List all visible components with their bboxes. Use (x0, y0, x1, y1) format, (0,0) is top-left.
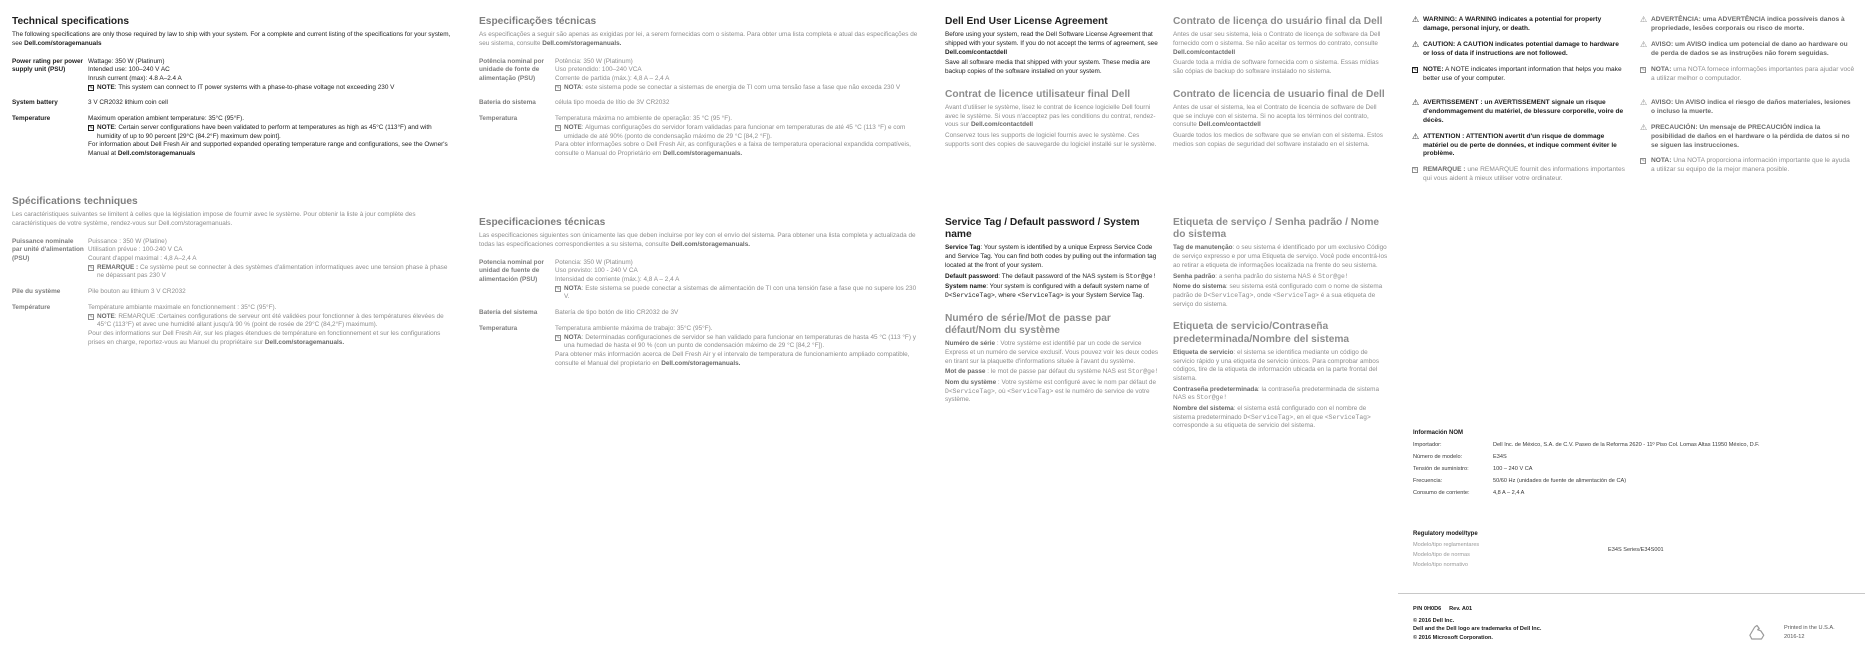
print-date: 2016-12 (1784, 633, 1805, 640)
note-icon: ✎ (1641, 158, 1646, 165)
spec-value: Potencia: 350 W (Platinum) (555, 258, 633, 266)
eula-en-p1: Before using your system, read the Dell Software License Agreement that shipped with your system. If you do not accept the terms of agreement, see Dell.com/contactdell (945, 31, 1158, 56)
spec-value: Utilisation prévue : 100-240 V CA (88, 246, 183, 254)
service-en-title: Service Tag / Default password / System name (945, 217, 1140, 241)
nom-row: Número de modelo: E34S (1413, 454, 1507, 460)
warning-icon: ⚠ (1412, 97, 1420, 107)
eula-fr-p1: Avant d'utiliser le système, lisez le contrat de licence logicielle Dell fourni avec le système. Si vous n'acceptez pas les conditions du contrat, rendez-vous sur Dell.com/contactdell (945, 103, 1156, 129)
eula-fr-p2: Conservez tous les supports de logiciel fournis avec le système. Ces supports sont des copies de sauvegarde du logiciel installé sur le système. (945, 132, 1157, 148)
spec-key: Batería del sistema (479, 309, 538, 317)
spec-row-battery (479, 309, 919, 325)
spec-row-power (479, 58, 919, 100)
specs-en (12, 16, 452, 166)
note-fr: ✎ REMARQUE : une REMARQUE fournit des informations importantes qui vous aident à mieux utiliser votre ordinateur. (1413, 166, 1625, 183)
note: ✎ NOTA: Este sistema se puede conectar a sistemas de alimentación de TI con una tensión fase a fase que no supere los 230 V. (556, 284, 917, 301)
spec-row-battery (479, 99, 919, 115)
caution-pt: ⚠ AVISO: um AVISO indica um potencial de dano ao hardware ou de perda de dados se as instruções não forem seguidas. (1640, 39, 1848, 57)
spec-value: Uso pretendido: 100–240 VCA (555, 66, 642, 74)
caution-en: ⚠ CAUTION: A CAUTION indicates potential damage to hardware or loss of data if instructions are not followed. (1412, 39, 1619, 57)
service-en (945, 217, 1160, 301)
service-en-password: Default password: The default password of the NAS system is Stor@ge! (945, 272, 1157, 280)
note: ✎ NOTE: Algumas configurações do servidor foram validadas para funcionar em temperaturas de até 45 °C (113 °F) e com umidade de até 90% (ponto de condensação máximo de 29 °C [84,2 °F]). (556, 123, 906, 140)
warnings-pt-es (1640, 16, 1855, 182)
caution-icon: ⚠ (1412, 39, 1420, 49)
spec-row-temperature (12, 304, 452, 355)
spec-value: Temperatura ambiente máxima de trabajo: 35°C (95°F). (555, 324, 713, 332)
eula-en-title: Dell End User License Agreement (945, 16, 1108, 27)
spec-key: Pile du système (12, 288, 61, 296)
contact-link[interactable]: Dell.com/contactdell (945, 48, 1008, 56)
regulatory-value: E34S Series/E34S001 (1608, 547, 1664, 553)
spec-key: Power rating per power supply unit (PSU) (12, 57, 84, 74)
service-es-name: Nombre del sistema: el sistema está configurado con el nombre de sistema predeterminado D<ServiceTag>, en el que <ServiceTag> corresponde a su etiqueta de servicio del sistema. (1173, 405, 1371, 430)
spec-value: Pile bouton au lithium 3 V CR2032 (88, 288, 186, 296)
note: ✎ NOTE: Certain server configurations have been validated to perform at temperatures as high as 45°C (113°F) and with humidity of up to 90 percent [29°C (84.2°F) maximum dew point]. (89, 123, 432, 140)
eula-fr-title: Contrat de licence utilisateur final Dell (945, 88, 1131, 100)
printed-in: Printed in the U.S.A. (1784, 625, 1835, 631)
service-pt-password: Senha padrão: a senha padrão do sistema NAS é Stor@ge! (1173, 272, 1349, 280)
part-number-row: P/N 0H0D6 Rev. A01 (1413, 606, 1473, 612)
specs-pt-title: Especificações técnicas (479, 16, 597, 27)
service-en-tag: Service Tag: Your system is identified by a unique Express Service Code and Service Tag. You can find both codes by pulling out the information tag located at the front of your system. (945, 244, 1157, 269)
caution-fr: ⚠ ATTENTION : ATTENTION avertit d'un risque de dommage matériel ou de perte de données, et indique comment éviter le problème. (1412, 131, 1617, 158)
spec-value: 3 V CR2032 lithium coin cell (88, 99, 168, 107)
footer-divider (1398, 593, 1865, 594)
eula-es-p1: Antes de usar el sistema, lea el Contrato de licencia de software de Dell que se incluye con el sistema. Si no acepta los términos del contrato, consulte Dell.com/contactdell (1173, 103, 1377, 129)
note-icon: ✎ (89, 124, 94, 131)
spec-row-battery (12, 288, 452, 304)
note-es: ✎ NOTA: Una NOTA proporciona información importante que le ayuda a utilizar su equipo de la mejor manera posible. (1641, 157, 1850, 174)
spec-key: Temperature (12, 115, 51, 123)
column-eula-en-fr (945, 16, 1160, 162)
specs-link[interactable]: Dell.com/storagemanuals. (264, 338, 345, 346)
regulatory-title: Regulatory model/type (1413, 531, 1478, 537)
spec-key: Bateria do sistema (479, 99, 536, 107)
specs-es-intro: Las especificaciones siguientes son únicamente las que deben incluirse por ley con el envío del sistema. Para obtener una lista completa y actualizada de todas las especificaciones correspondientes a su sistema, consulte Dell.com/storagemanuals. (479, 232, 916, 248)
column-eula-pt-es (1173, 16, 1388, 162)
spec-value: Maximum operation ambient temperature: 35°C (95°F). (88, 115, 245, 123)
warning-pt: ⚠ ADVERTÊNCIA: uma ADVERTÊNCIA indica possíveis danos à propriedade, lesões corporais ou risco de morte. (1640, 15, 1845, 32)
contact-link[interactable]: Dell.com/contactdell (1198, 121, 1261, 129)
eula-en (945, 16, 1160, 77)
spec-value: Courant d'appel maximal : 4,8 A–2,4 A (88, 255, 197, 263)
caution-es: ⚠ PRECAUCIÓN: Un mensaje de PRECAUCIÓN indica la posibilidad de daños en el hardware o la pérdida de datos si no se siguen las instrucciones. (1640, 122, 1850, 149)
warning-icon: ⚠ (1640, 15, 1648, 24)
specs-pt (479, 16, 919, 166)
note-icon: ✎ (1413, 167, 1418, 174)
spec-key: Potencia nominal por unidad de fuente de alimentación (PSU) (479, 258, 544, 284)
regulatory-model (1413, 531, 1853, 570)
specs-en-table (12, 58, 452, 166)
specs-es-table (479, 259, 919, 376)
specs-link[interactable]: Dell.com/storagemanuals. (661, 359, 741, 367)
warning-es: ⚠ AVISO: Un AVISO indica el riesgo de daños materiales, lesiones o incluso la muerte. (1640, 97, 1851, 115)
spec-value: Intensidad de corriente (máx.): 4,8 A – 2,4 A (555, 276, 680, 284)
spec-value: Puissance : 350 W (Platine) (88, 237, 167, 245)
copyright-dell: © 2016 Dell Inc. (1413, 617, 1455, 624)
service-pt-tag: Tag de manutenção: o seu sistema é identificado por um exclusivo Código de serviço expresso e por uma Etiqueta de serviço. Você pode encontrá-los ao retirar a etiqueta de informações localizada na frente do seu sistema. (1173, 244, 1388, 269)
spec-value: Température ambiante maximale en fonctionnement : 35°C (95°F). (88, 303, 277, 311)
specs-en-title: Technical specifications (12, 16, 130, 27)
spec-key: Puissance nominale par unité d'alimentation (PSU) (12, 237, 84, 263)
specs-link[interactable]: Dell.com/storagemanuals. (663, 149, 743, 157)
note-pt: ✎ NOTA: uma NOTA fornece informações importantes para ajudar você a utilizar melhor o computador. (1641, 65, 1855, 82)
regulatory-line: Modelo/tipo reglamentares (1413, 542, 1480, 548)
note: ✎ NOTE: This system can connect to IT power systems with a phase-to-phase voltage not exceeding 230 V (89, 83, 395, 91)
contact-link[interactable]: Dell.com/contactdell (970, 121, 1034, 129)
specs-es (479, 217, 919, 375)
regulatory-line: Modelo/tipo normativo (1413, 561, 1469, 568)
spec-value: Temperatura máxima no ambiente de operação: 35 °C (95 °F). (555, 115, 733, 123)
service-fr-name: Nom du système : Votre système est configuré avec le nom par défaut de D<ServiceTag>, où <ServiceTag> est le numéro de service de votre système. (945, 378, 1157, 404)
spec-key: Temperatura (479, 324, 518, 332)
service-pt (1173, 217, 1388, 309)
regulatory-line: Modelo/tipo de normas (1413, 551, 1470, 558)
service-fr (945, 313, 1160, 405)
note: ✎ NOTA: este sistema pode se conectar a sistemas de energia de TI com uma tensão fase a fase que não exceda 230 V (556, 83, 901, 91)
nom-row: Consumo de corriente: 4,8 A – 2,4 A (1413, 490, 1525, 496)
eula-es-p2: Guarde todos los medios de software que se envían con el sistema. Estos medios son copias de seguridad del software instalado en el sistema. (1173, 132, 1383, 148)
specs-pt-table (479, 58, 919, 166)
printed-info (1784, 624, 1835, 642)
service-es (1173, 321, 1388, 431)
spec-row-temperature (479, 115, 919, 166)
warnings-en-fr (1412, 16, 1627, 191)
spec-row-battery (12, 99, 452, 115)
caution-icon: ⚠ (1640, 122, 1648, 132)
specs-link[interactable]: Dell.com/storagemanuals (117, 149, 196, 157)
eula-fr (945, 89, 1160, 150)
caution-icon: ⚠ (1640, 39, 1648, 49)
spec-value: Uso previsto: 100 - 240 V CA (555, 267, 638, 275)
nom-title: Información NOM (1413, 430, 1464, 436)
note-icon: ✎ (556, 334, 561, 341)
spec-value: Wattage: 350 W (Platinum) (88, 57, 165, 65)
nom-row: Tensión de suministro: 100 – 240 V CA (1413, 466, 1533, 472)
contact-link[interactable]: Dell.com/contactdell (1173, 48, 1236, 56)
note: ✎ NOTE: REMARQUE :Certaines configurations de serveur ont été validées pour fonctionner à des températures élevées de 45°C (113°F) et avec une humidité allant jusqu'à 90 % (point de rosée de 29°C (84,2°F) maximum). (89, 312, 444, 329)
note-icon: ✎ (89, 264, 94, 271)
note: ✎ REMARQUE : Ce système peut se connecter à des systèmes d'alimentation informatiques avec une tension phase à phase ne dépassant pas 230 V (89, 263, 448, 280)
copyright-microsoft: © 2016 Microsoft Corporation. (1413, 634, 1493, 641)
eula-pt-title: Contrato de licença do usuário final da Dell (1173, 16, 1383, 27)
nom-row: Importador: Dell Inc. de México, S.A. de C.V. Paseo de la Reforma 2620 - 11º Piso Col. Lomas Altas 11950 México, D.F. (1413, 442, 1760, 448)
eula-es (1173, 89, 1388, 150)
eula-pt-p1: Antes de usar seu sistema, leia o Contrato de licença de software da Dell fornecido com o sistema. Se não aceitar os termos do contrato, consulte Dell.com/contactdell (1173, 31, 1381, 56)
caution-icon: ⚠ (1412, 131, 1420, 141)
trademark: Dell and the Dell logo are trademarks of Dell Inc. (1413, 626, 1542, 633)
note-icon: ✎ (556, 124, 561, 131)
note-icon: ✎ (556, 84, 561, 91)
note-en: ✎ NOTE: A NOTE indicates important information that helps you make better use of your computer. (1413, 65, 1622, 82)
specs-pt-intro: As especificações a seguir são apenas as exigidas por lei, a serem fornecidas com o sistema. Para obter uma lista completa e atual das especificações de seu sistema, consulte Dell.com/storagemanuals. (479, 31, 918, 47)
spec-value: Pour des informations sur Dell Fresh Air, sur les plages étendues de température en fonctionnement et sur les configurations prises en charge, reportez-vous au Manuel du propriétaire sur Dell.com/storagemanuals. (88, 329, 441, 346)
spec-value: Batería de tipo botón de litio CR2032 de 3V (555, 309, 679, 317)
service-fr-password: Mot de passe : le mot de passe par défaut du système NAS est Stor@ge! (945, 368, 1159, 376)
specs-fr-table (12, 238, 452, 355)
specs-fr (12, 196, 452, 354)
column-service-pt-es (1173, 217, 1388, 443)
eula-pt (1173, 16, 1388, 77)
spec-value: Inrush current (max): 4.8 A–2.4 A (88, 75, 182, 83)
specs-fr-title: Spécifications techniques (12, 196, 138, 207)
spec-value: Potência: 350 W (Platinum) (555, 57, 633, 65)
service-en-name: System name: Your system is configured with a default system name of D<ServiceTag>, where <ServiceTag> is your System Service Tag. (945, 283, 1149, 299)
spec-row-power (12, 58, 452, 100)
nom-row: Frecuencia: 50/60 Hz (unidades de fuente de alimentación de CA) (1413, 478, 1627, 484)
column-service-en-fr (945, 217, 1160, 417)
specs-es-title: Especificaciones técnicas (479, 217, 606, 228)
spec-row-power (479, 259, 919, 310)
recycle-icon (1748, 624, 1766, 642)
spec-row-temperature (479, 325, 919, 376)
eula-pt-p2: Guarde toda a mídia de software fornecida com o sistema. Essas mídias são cópias de backup do software instalado no sistema. (1173, 59, 1379, 76)
warning-icon: ⚠ (1640, 97, 1648, 107)
spec-key: Potência nominal por unidade de fonte de alimentação (PSU) (479, 57, 544, 83)
service-pt-name: Nome do sistema: seu sistema está configurado com o nome de sistema padrão de D<ServiceTag>, onde <ServiceTag> é a sua etiqueta de serviço do sistema. (1173, 283, 1383, 308)
spec-row-power (12, 238, 452, 289)
warning-en: ⚠ WARNING: A WARNING indicates a potential for property damage, personal injury, or death. (1412, 15, 1602, 32)
warning-icon: ⚠ (1412, 15, 1420, 24)
spec-key: Temperatura (479, 115, 518, 123)
spec-value: célula tipo moeda de lítio de 3V CR2032 (555, 99, 670, 107)
nom-info (1413, 430, 1853, 502)
warning-fr: ⚠ AVERTISSEMENT : un AVERTISSEMENT signale un risque d'endommagement du matériel, de blessure corporelle, voire de décès. (1412, 97, 1624, 124)
eula-es-title: Contrato de licencia de usuario final de Dell (1173, 88, 1385, 100)
note: ✎ NOTA: Determinadas configuraciones de servidor se han validado para funcionar en temperaturas de hasta 45 °C (113 °F) y una humedad de hasta el 90 % (con un punto de condensación máximo de 29 °C [84,2 °F]). (556, 333, 916, 350)
service-es-title: Etiqueta de servicio/Contraseña predeterminada/Nombre del sistema (1173, 321, 1350, 345)
spec-value: For information about Dell Fresh Air and supported expanded operating temperature range and configurations, see the Owner's Manual at Dell.com/storagemanuals (88, 141, 448, 157)
spec-value: Corrente de partida (máx.): 4,8 A – 2,4 A (555, 75, 670, 83)
service-fr-tag: Numéro de série : Votre système est identifié par un code de service Express et un numéro de service exclusif. Vous pouvez voir les deux codes en tirant sur la plaquette d'informations située à l'avant du système. (945, 340, 1159, 365)
spec-row-temperature (12, 115, 452, 166)
spec-value: Para obtener más información acerca de Dell Fresh Air y el intervalo de temperatura de funcionamiento ampliado compatible, consulte el Manual del propietario en Dell.com/storagemanuals. (555, 350, 910, 367)
footer-info (1413, 605, 1541, 643)
specs-en-link[interactable]: Dell.com/storagemanuals (24, 39, 102, 47)
spec-key: Température (12, 303, 51, 311)
service-es-password: Contraseña predeterminada: la contraseña predeterminada de sistema NAS es Stor@ge! (1173, 385, 1380, 402)
service-es-tag: Etiqueta de servicio: el sistema se identifica mediante un código de servicio rápido y una etiqueta de servicio únicos. Para comprobar ambos códigos, tire de la etiqueta de información ubicada en la parte frontal del sistema. (1173, 348, 1380, 382)
eula-en-p2: Save all software media that shipped with your system. These media are backup copies of the software installed on your system. (945, 59, 1151, 76)
service-pt-title: Etiqueta de serviço / Senha padrão / Nome do sistema (1173, 217, 1380, 241)
note-icon: ✎ (89, 84, 94, 91)
spec-value: Intended use: 100–240 V AC (88, 66, 170, 74)
specs-en-intro: The following specifications are only those required by law to ship with your system. For a complete and current listing of the specifications for your system, see Dell.com/storagemanuals (12, 31, 451, 47)
specs-link[interactable]: Dell.com/storagemanuals. (542, 39, 622, 47)
note-icon: ✎ (556, 285, 561, 292)
spec-value: Para obter informações sobre o Dell Fresh Air, as configurações e a faixa de temperatura operacional expandida compatíveis, consulte o Manual do Proprietário em Dell.com/storagemanuals. (555, 141, 911, 157)
service-fr-title: Numéro de série/Mot de passe par défaut/Nom du système (945, 312, 1111, 336)
spec-key: System battery (12, 99, 58, 107)
note-icon: ✎ (1413, 66, 1418, 73)
note-icon: ✎ (89, 313, 94, 320)
note-icon: ✎ (1641, 66, 1646, 73)
specs-fr-intro: Les caractéristiques suivantes se limitent à celles que la législation impose de fournir avec le système. Pour obtenir la liste à jour complète des caractéristiques de votre système, rendez-vous sur Dell.com/storagemanuals. (12, 211, 416, 227)
specs-link[interactable]: Dell.com/storagemanuals. (670, 240, 751, 248)
